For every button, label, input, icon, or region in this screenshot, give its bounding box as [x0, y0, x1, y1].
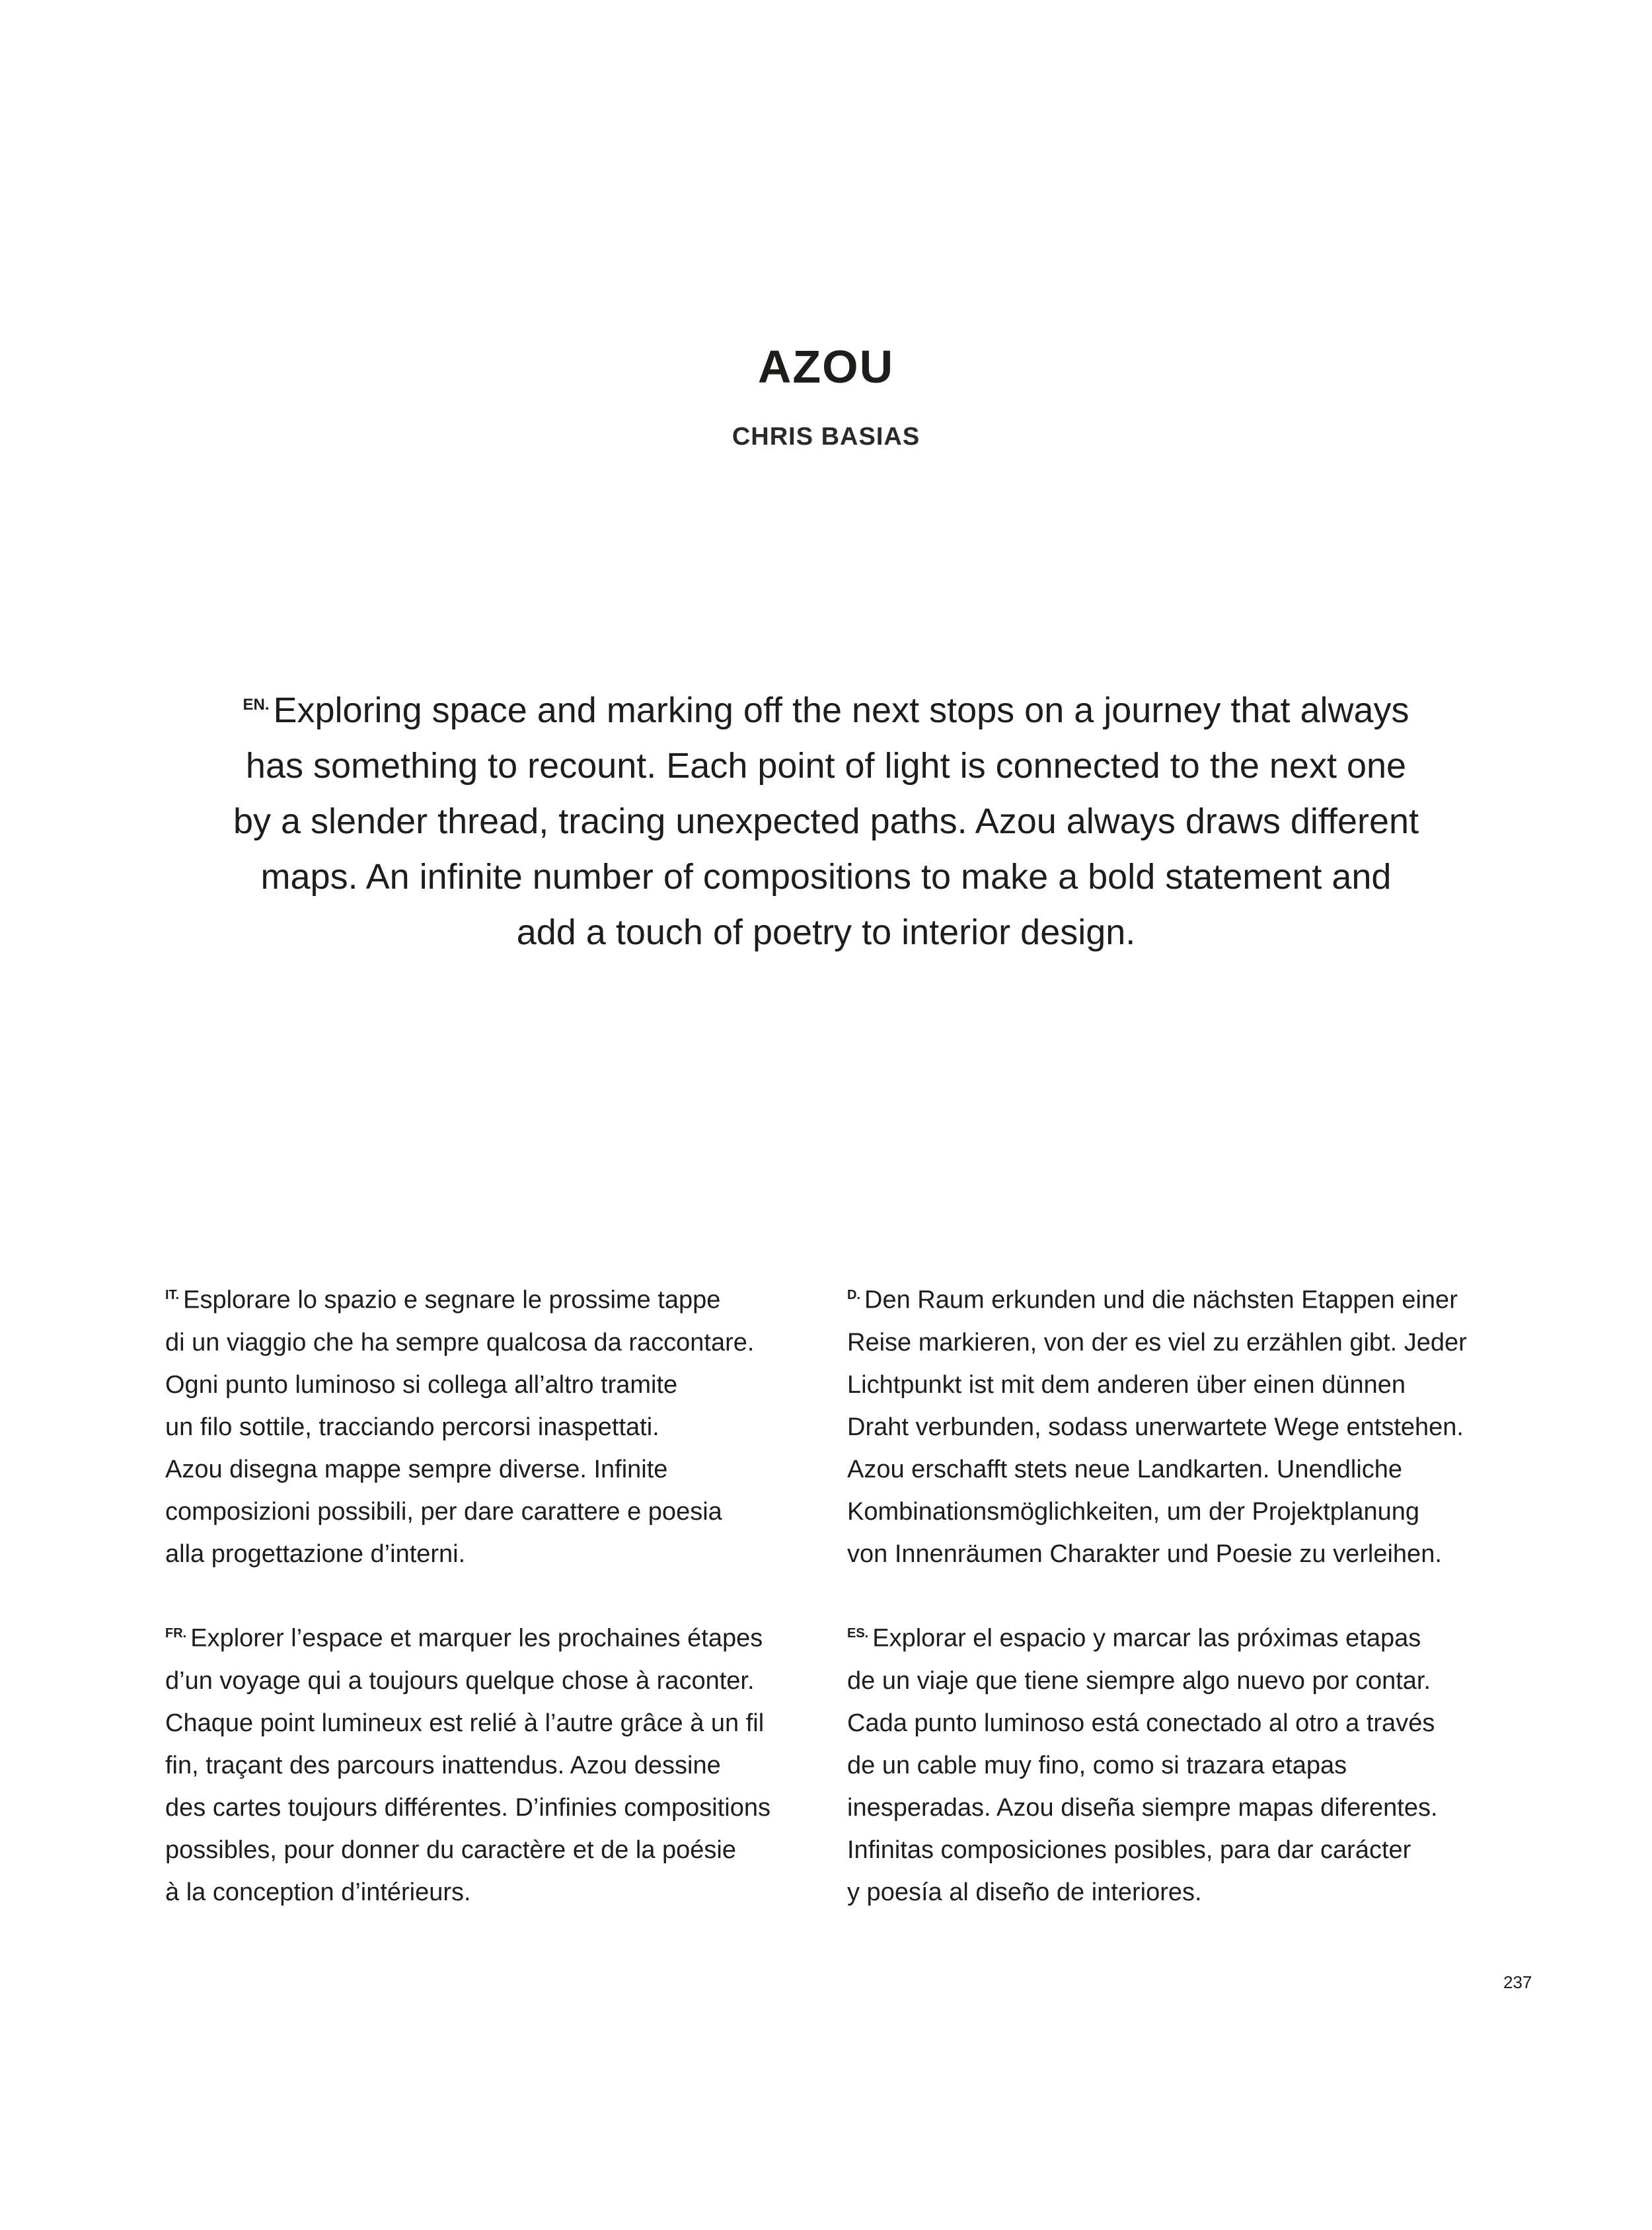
- text-line: Infinitas composiciones posibles, para dar carácter: [847, 1836, 1411, 1864]
- text-line: [847, 1612, 1438, 1660]
- text-line: Reise markieren, von der es viel zu erzählen gibt. Jeder: [847, 1328, 1467, 1357]
- text-line: Azou disegna mappe sempre diverse. Infinite: [165, 1455, 668, 1483]
- language-label: ES.: [847, 1626, 869, 1641]
- text: Explorar el espacio y marcar las próximas etapas: [872, 1624, 1421, 1653]
- text-line: has something to recount. Each point of light is connected to the next one: [245, 746, 1407, 786]
- text: Den Raum erkunden und die nächsten Etappen einer: [864, 1286, 1458, 1314]
- text-line: von Innenräumen Charakter und Poesie zu verleihen.: [847, 1540, 1442, 1568]
- author-name: CHRIS BASIAS: [732, 423, 920, 451]
- text-line: [165, 1274, 754, 1321]
- text-line: d’un voyage qui a toujours quelque chose à raconter.: [165, 1666, 755, 1695]
- paragraph-de: [847, 1274, 1467, 1575]
- text-line: Lichtpunkt ist mit dem anderen über einen dünnen: [847, 1370, 1406, 1399]
- text-line: à la conception d’intérieurs.: [165, 1878, 471, 1906]
- text-line: composizioni possibili, per dare carattere e poesia: [165, 1497, 722, 1526]
- language-label: FR.: [165, 1626, 187, 1641]
- text-line: inesperadas. Azou diseña siempre mapas diferentes.: [847, 1793, 1438, 1822]
- language-label: D.: [847, 1288, 860, 1302]
- text-line: by a slender thread, tracing unexpected paths. Azou always draws different: [233, 801, 1419, 841]
- text-line: [0, 677, 1652, 738]
- text: Explorer l’espace et marquer les prochaines étapes: [190, 1624, 763, 1653]
- text-line: alla progettazione d’interni.: [165, 1540, 466, 1568]
- text-line: Ogni punto luminoso si collega all’altro tramite: [165, 1370, 678, 1399]
- text: Exploring space and marking off the next stops on a journey that always: [273, 690, 1409, 730]
- text-line: de un cable muy fino, como si trazara etapas: [847, 1751, 1347, 1779]
- text-line: [165, 1612, 770, 1660]
- text-line: de un viaje que tiene siempre algo nuevo por contar.: [847, 1666, 1431, 1695]
- paragraph-it: [165, 1274, 754, 1575]
- text-line: Cada punto luminoso está conectado al otro a través: [847, 1709, 1435, 1737]
- intro-paragraph-en: [0, 677, 1652, 960]
- text: Esplorare lo spazio e segnare le prossime tappe: [183, 1286, 721, 1314]
- text-line: Chaque point lumineux est relié à l’autre grâce à un fil: [165, 1709, 765, 1737]
- text-line: des cartes toujours différentes. D’infinies compositions: [165, 1793, 770, 1822]
- text-line: Azou erschafft stets neue Landkarten. Unendliche: [847, 1455, 1403, 1483]
- page-title: AZOU: [757, 341, 895, 392]
- text-line: Kombinationsmöglichkeiten, um der Projektplanung: [847, 1497, 1420, 1526]
- text-line: possibles, pour donner du caractère et de la poésie: [165, 1836, 736, 1864]
- page-number: 237: [1503, 1972, 1532, 1992]
- language-label: EN.: [243, 696, 270, 714]
- paragraph-es: [847, 1612, 1438, 1914]
- paragraph-fr: [165, 1612, 770, 1914]
- text-line: fin, traçant des parcours inattendus. Azou dessine: [165, 1751, 721, 1779]
- text-line: maps. An infinite number of compositions to make a bold statement and: [260, 857, 1392, 897]
- language-label: IT.: [165, 1288, 180, 1302]
- text-line: [847, 1274, 1467, 1321]
- text-line: add a touch of poetry to interior design.: [516, 912, 1136, 952]
- text-line: un filo sottile, tracciando percorsi inaspettati.: [165, 1413, 659, 1441]
- text-line: di un viaggio che ha sempre qualcosa da raccontare.: [165, 1328, 755, 1357]
- text-line: y poesía al diseño de interiores.: [847, 1878, 1202, 1906]
- text-line: Draht verbunden, sodass unerwartete Wege entstehen.: [847, 1413, 1464, 1441]
